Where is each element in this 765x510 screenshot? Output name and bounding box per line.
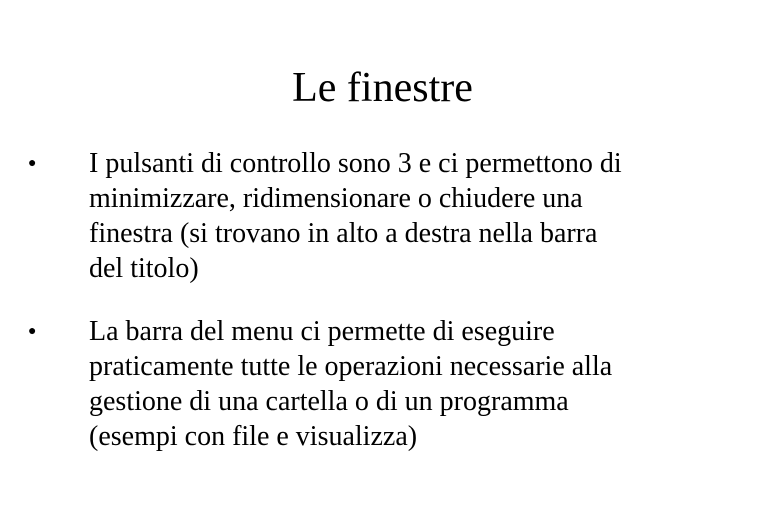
bullet-line: minimizzare, ridimensionare o chiudere una — [89, 183, 583, 214]
bullet-list — [28, 146, 728, 482]
bullet-item-control-buttons — [28, 146, 728, 286]
bullet-dot-icon: ● — [28, 324, 37, 339]
bullet-line: I pulsanti di controllo sono 3 e ci permettono di — [89, 148, 622, 179]
bullet-line: gestione di una cartella o di un programma — [89, 386, 569, 417]
bullet-line: praticamente tutte le operazioni necessarie alla — [89, 351, 613, 382]
bullet-item-menu-bar — [28, 314, 728, 454]
slide-title: Le finestre — [292, 65, 473, 111]
bullet-line: La barra del menu ci permette di eseguire — [89, 316, 555, 347]
bullet-line: del titolo) — [89, 253, 199, 284]
bullet-dot-icon: ● — [28, 156, 37, 171]
bullet-line: (esempi con file e visualizza) — [89, 421, 418, 452]
bullet-line: finestra (si trovano in alto a destra nella barra — [89, 218, 598, 249]
